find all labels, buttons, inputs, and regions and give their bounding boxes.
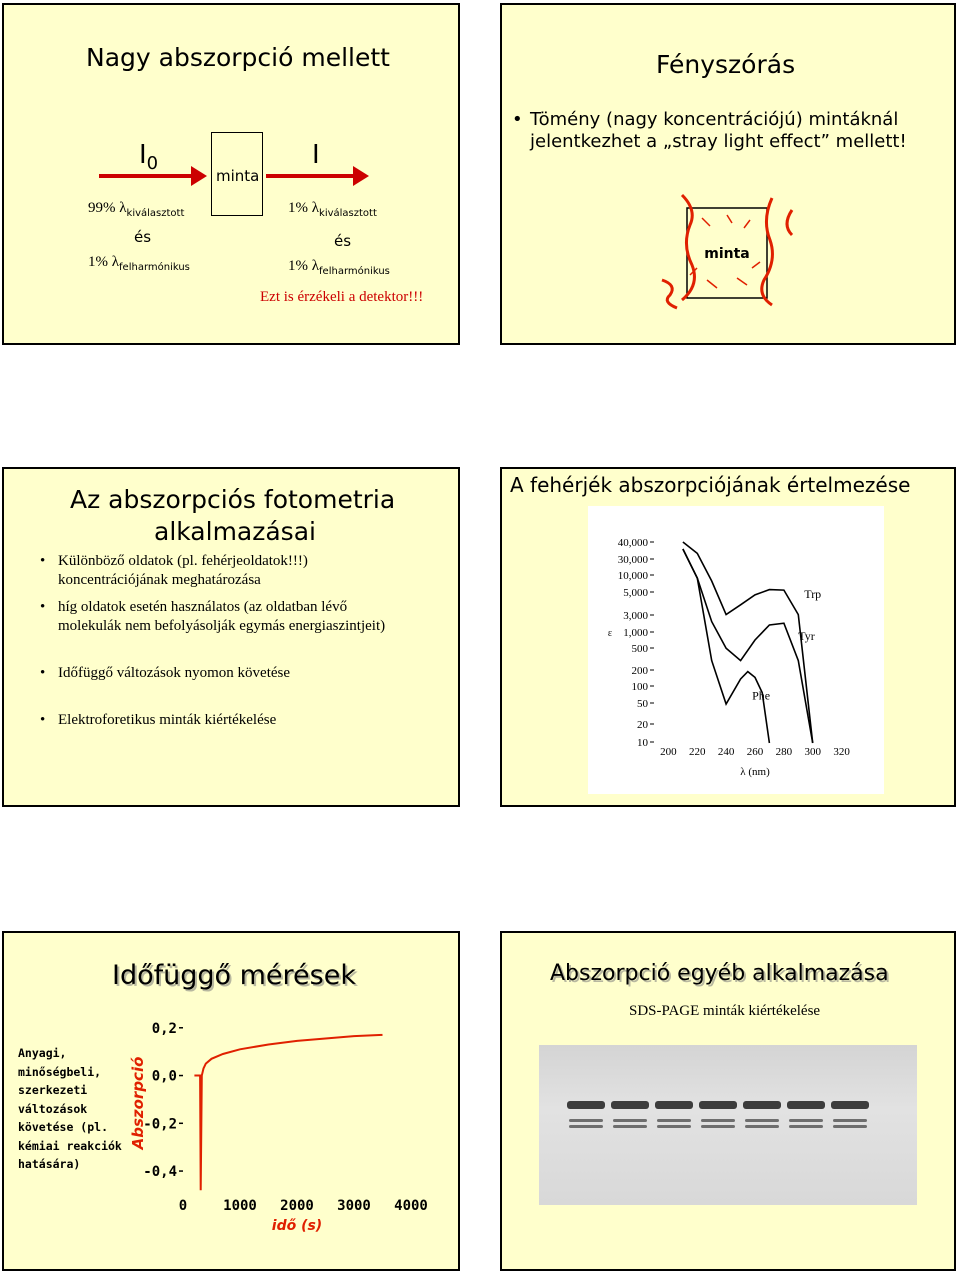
y-tick-label: 10,000: [617, 570, 648, 582]
bullet-item: • Időfüggő változások nyomon követése: [40, 664, 410, 683]
side-text-line: szerkezeti: [18, 1083, 88, 1097]
series-label: Phe: [752, 688, 771, 703]
scattering-diagram: [652, 190, 802, 310]
x-tick-label: 240: [717, 746, 735, 758]
bullet-item: • Elektroforetikus minták kiértékelése: [40, 711, 410, 730]
x-tick-label: 220: [689, 746, 706, 758]
y-tick-label: 500: [631, 643, 648, 655]
left-es: és: [134, 228, 152, 246]
arrow-right-icon: [266, 162, 376, 190]
gel-band: [701, 1125, 735, 1128]
slide3-bullets: [40, 552, 410, 730]
x-tick-label: 300: [804, 746, 821, 758]
gel-band: [655, 1101, 693, 1109]
y-tick-label: -0,2: [143, 1116, 177, 1133]
slide-feherjek: [500, 467, 956, 807]
slide6-title: Abszorpció egyéb alkalmazása: [550, 961, 889, 986]
slide2-title: Fényszórás: [656, 50, 796, 79]
gel-band: [789, 1119, 823, 1122]
y-tick-label: 5,000: [623, 587, 648, 599]
right-line2: 1% $\lambda_{felharmónikus}$: [288, 258, 390, 277]
spectrum-chart: [588, 506, 884, 794]
side-text-line: változások: [18, 1101, 88, 1116]
bullet-item: • Különböző oldatok (pl. fehérjeoldatok!!!) koncentrációjának meghatározása: [40, 552, 410, 590]
x-tick-label: 0: [178, 1198, 188, 1214]
y-tick-label: 100: [631, 681, 648, 693]
spectrum-figure: [588, 506, 884, 794]
x-axis-label: λ (nm): [740, 766, 770, 778]
x-tick-label: 260: [746, 746, 764, 758]
time-chart: [119, 1013, 439, 1271]
slide2-bullets: [512, 109, 942, 153]
side-text-line: hatására): [18, 1157, 81, 1171]
slide-idofuggo: [2, 931, 460, 1271]
series-line-tyr: [683, 549, 813, 743]
x-axis-label: idő (s): [271, 1218, 323, 1234]
slide1-title: Nagy abszorpció mellett: [86, 43, 390, 72]
side-text: [18, 1044, 122, 1174]
gel-band: [569, 1125, 603, 1128]
slide4-title: A fehérjék abszorpciójának értelmezése: [510, 473, 911, 497]
right-line1: 1% $\lambda_{kiválasztott}$: [288, 200, 377, 219]
y-tick-label: 0,2: [151, 1020, 177, 1037]
gel-band: [745, 1125, 779, 1128]
y-tick-label: 3,000: [623, 610, 648, 622]
slide-egyeb: [500, 931, 956, 1271]
gel-band: [657, 1125, 691, 1128]
gel-band: [657, 1119, 691, 1122]
gel-band: [743, 1101, 781, 1109]
slide-nagy-abszorpcio: [2, 3, 460, 345]
series-line-trp: [683, 542, 813, 743]
gel-band: [831, 1101, 869, 1109]
gel-image: [539, 1045, 917, 1205]
gel-band: [833, 1119, 867, 1122]
x-tick-label: 200: [660, 746, 677, 758]
gel-band: [787, 1101, 825, 1109]
y-tick-label: 10: [637, 737, 648, 749]
gel-band: [833, 1125, 867, 1128]
x-tick-label: 2000: [280, 1198, 314, 1214]
gel-band: [701, 1119, 735, 1122]
side-text-line: követése (pl.: [18, 1120, 109, 1134]
bullet-item: • Tömény (nagy koncentrációjú) mintáknál jelentkezhet a „stray light effect” mellett!: [512, 109, 942, 153]
arrow-right-icon: [99, 162, 209, 190]
gel-band: [613, 1119, 647, 1122]
y-tick-label: 1,000: [623, 627, 648, 639]
y-tick-label: 20: [637, 719, 648, 731]
i0-label: $I_0$: [139, 140, 159, 175]
bullet-item: • híg oldatok esetén használatos (az oldatban lévő molekulák nem befolyásolják egymás energiaszintjeit): [40, 598, 410, 636]
x-tick-label: 4000: [394, 1198, 428, 1214]
gel-band: [745, 1119, 779, 1122]
series-label: Trp: [804, 586, 822, 601]
series-line-phe: [683, 549, 770, 743]
y-tick-label: -0,4: [143, 1164, 177, 1181]
gel-band: [567, 1101, 605, 1109]
gel-band: [613, 1125, 647, 1128]
gel-band: [789, 1125, 823, 1128]
y-tick-label: 40,000: [617, 537, 648, 549]
slide-alkalmazasok: [2, 467, 460, 807]
slide5-title: Időfüggő mérések: [112, 960, 356, 991]
slide-fenyszoras: [500, 3, 956, 345]
left-line1: 99% $\lambda_{kiválasztott}$: [88, 200, 185, 219]
y-tick-label: 0,0: [151, 1068, 177, 1085]
right-es: és: [334, 232, 352, 250]
y-tick-label: 50: [637, 698, 648, 710]
x-tick-label: 3000: [337, 1198, 371, 1214]
y-tick-label: 200: [631, 665, 648, 677]
x-tick-label: 280: [775, 746, 793, 758]
slide6-subtitle: SDS-PAGE minták kiértékelése: [629, 1003, 821, 1019]
gel-band: [611, 1101, 649, 1109]
y-axis-label: ε: [607, 628, 613, 639]
side-text-line: Anyagi,: [18, 1046, 67, 1060]
side-text-line: kémiai reakciók: [18, 1138, 122, 1153]
series-line: [194, 1035, 382, 1190]
gel-band: [569, 1119, 603, 1122]
x-tick-label: 320: [833, 746, 850, 758]
x-tick-label: 1000: [223, 1198, 257, 1214]
i-label: I: [312, 140, 320, 170]
side-text-line: minőségbeli,: [18, 1064, 102, 1079]
gel-band: [699, 1101, 737, 1109]
y-axis-label: Abszorpció: [129, 1056, 147, 1150]
left-line2: 1% $\lambda_{felharmónikus}$: [88, 254, 190, 273]
detector-note: Ezt is érzékeli a detektor!!!: [260, 289, 424, 305]
minta-label: minta: [216, 167, 260, 185]
minta-label: minta: [704, 246, 750, 262]
series-label: Tyr: [798, 629, 815, 644]
slide3-title-line1: Az abszorpciós fotometria: [70, 485, 396, 514]
slide3-title-line2: alkalmazásai: [154, 517, 316, 546]
y-tick-label: 30,000: [617, 554, 648, 566]
